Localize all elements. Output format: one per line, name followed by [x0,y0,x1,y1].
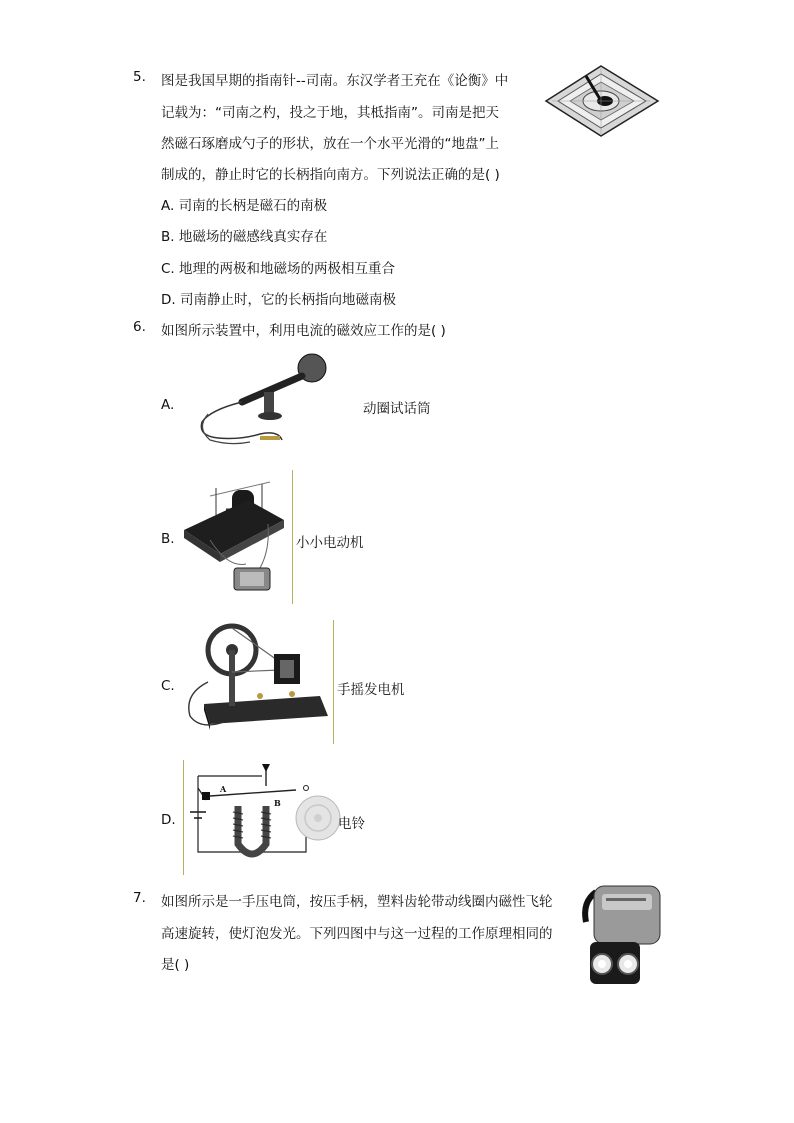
q5-option-a[interactable]: A. 司南的长柄是磁石的南极 [161,198,328,214]
sinan-compass-image [542,64,660,138]
q6-option-c-caption: 手摇发电机 [337,682,405,698]
hand-pressed-flashlight-image [582,882,664,988]
q5-option-c[interactable]: C. 地理的两极和地磁场的两极相互重合 [161,261,396,277]
q7-stem-line-3: 是( ) [161,957,190,973]
q6-option-a-letter[interactable]: A. [161,397,175,413]
hand-crank-generator-image [180,620,330,738]
q6-option-d-letter[interactable]: D. [161,812,176,828]
q5-stem-line-3: 然磁石琢磨成勺子的形状，放在一个水平光滑的“地盘”上 [161,136,499,152]
q6-option-d-caption: 电铃 [338,816,365,832]
q6-number: 6. [133,319,146,335]
image-divider-d [183,760,184,875]
q5-stem-line-2: 记载为：“司南之杓，投之于地，其柢指南”。司南是把天 [161,105,499,121]
q7-stem-line-1: 如图所示是一手压电筒，按压手柄，塑料齿轮带动线圈内磁性飞轮 [161,894,553,910]
diagram-label-b: B [274,798,281,808]
q7-stem-line-2: 高速旋转，使灯泡发光。下列四图中与这一过程的工作原理相同的 [161,926,553,942]
electric-motor-image [180,470,290,600]
image-divider-b [292,470,293,604]
diagram-label-a: A [220,784,227,794]
q5-stem-line-1: 图是我国早期的指南针--司南。东汉学者王充在《论衡》中 [161,73,509,89]
q7-number: 7. [133,890,146,906]
q6-option-a-caption: 动圈试话筒 [363,401,431,417]
q5-stem-line-4: 制成的，静止时它的长柄指向南方。下列说法正确的是( ) [161,167,500,183]
q5-number: 5. [133,69,146,85]
q6-option-b-caption: 小小电动机 [296,535,364,551]
q6-option-b-letter[interactable]: B. [161,531,175,547]
q6-stem: 如图所示装置中，利用电流的磁效应工作的是( ) [161,323,446,339]
q5-option-b[interactable]: B. 地磁场的磁感线真实存在 [161,229,328,245]
electric-bell-circuit-diagram [186,760,334,876]
image-divider-c [333,620,334,744]
microphone-image [190,350,340,450]
q5-option-d[interactable]: D. 司南静止时，它的长柄指向地磁南极 [161,292,396,308]
q6-option-c-letter[interactable]: C. [161,678,175,694]
